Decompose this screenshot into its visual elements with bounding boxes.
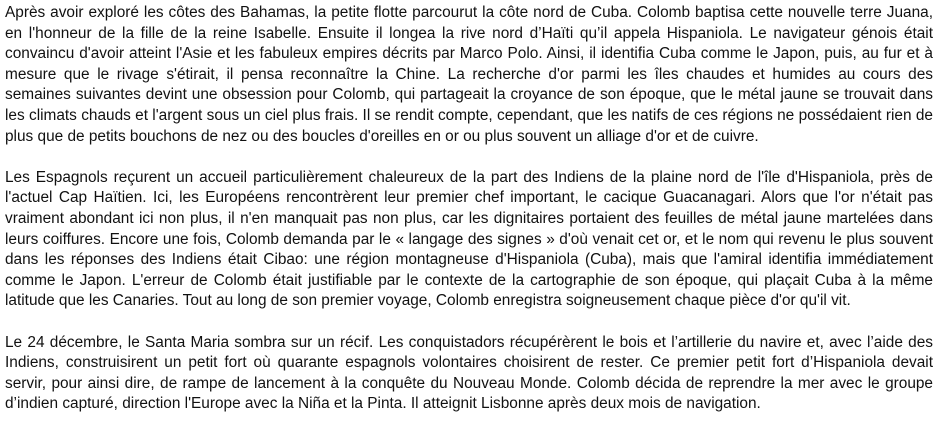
paragraph-hispaniola-indians: Les Espagnols reçurent un accueil particulièrement chaleureux de la part des Indiens de la plaine nord de l'île d'Hispaniola, près de l'actuel Cap Haïtien. Ici, les Européens rencontrèrent leur premier chef important, le cacique Guacanagari. Alors que l'or n'était pas vraiment abondant ici non plus, il n'en manquait pas non plus, car les dignitaires portaient des feuilles de métal jaune martelées dans leurs coiffures. Encore une fois, Colomb demanda par le « langage des signes » d'où venait cet or, et le nom qui revenu le plus souvent dans les réponses des Indiens était Cibao: une région montagneuse d'Hispaniola (Cuba), mais que l'amiral identifia immédiatement comme le Japon. L'erreur de Colomb était justifiable par le contexte de la cartographie de son époque, qui plaçait Cuba à la même latitude que les Canaries. Tout au long de son premier voyage, Colomb enregistra soigneusement chaque pièce d'or qu'il vit.: [5, 168, 933, 310]
paragraph-bahamas-cuba: Après avoir exploré les côtes des Bahamas, la petite flotte parcourut la côte nord de Cuba. Colomb baptisa cette nouvelle terre Juana, en l'honneur de la fille de la reine Isabelle. Ensuite il longea la rive nord d’Haïti qu’il appela Hispaniola. Le navigateur génois était convaincu d'avoir atteint l'Asie et les fabuleux empires décrits par Marco Polo. Ainsi, il identifia Cuba comme le Japon, puis, au fur et à mesure que le rivage s'étirait, il pensa reconnaître la Chine. La recherche d'or parmi les îles chaudes et humides au cours des semaines suivantes devint une obsession pour Colomb, qui partageait la croyance de son époque, que le métal jaune se trouvait dans les climats chauds et l'argent sous un ciel plus frais. Il se rendit compte, cependant, que les natifs de ces régions ne possédaient rien de plus que de petits bouchons de nez ou des boucles d'oreilles en or ou plus souvent un alliage d'or et de cuivre.: [5, 4, 933, 145]
paragraph-santa-maria: Le 24 décembre, le Santa Maria sombra sur un récif. Les conquistadors récupérèrent le bois et l’artillerie du navire et, avec l’aide des Indiens, construisirent un petit fort où quarante espagnols volontaires choisirent de rester. Ce premier petit fort d’Hispaniola devait servir, pour ainsi dire, de rampe de lancement à la conquête du Nouveau Monde. Colomb décida de reprendre la mer avec le groupe d’indien capturé, direction l'Europe avec la Niña et la Pinta. Il atteignit Lisbonne après deux mois de navigation.: [5, 333, 933, 413]
document-body: [5, 3, 933, 415]
